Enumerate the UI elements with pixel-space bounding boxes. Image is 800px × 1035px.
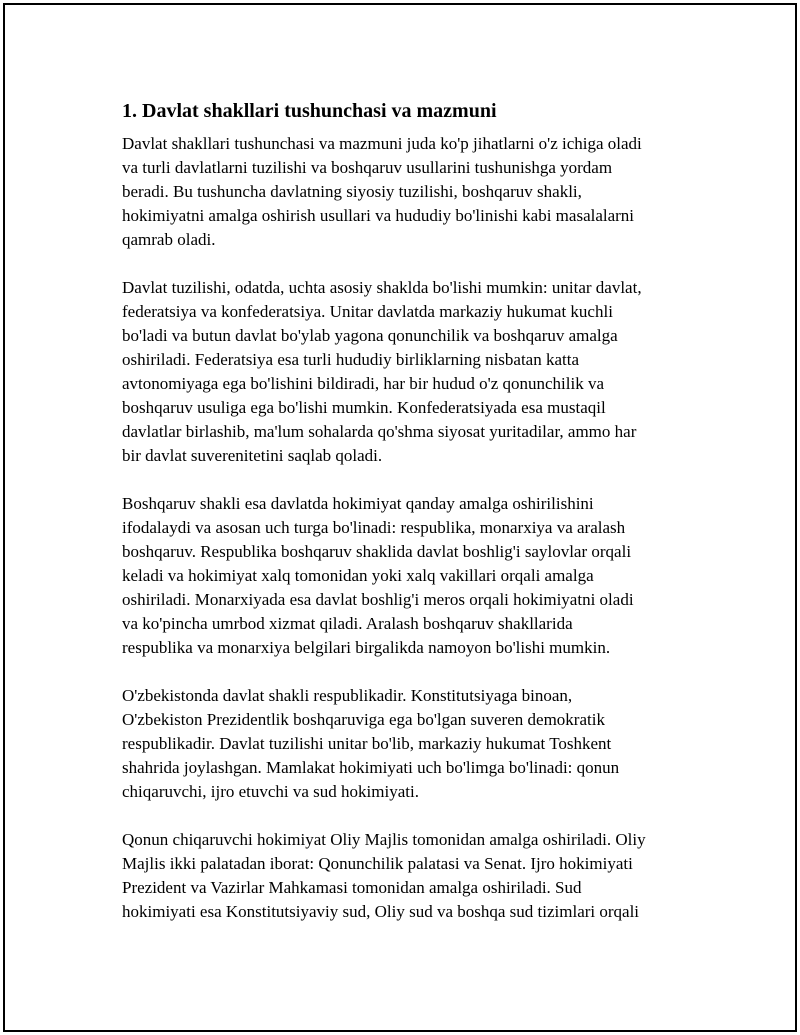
- text-line: va ko'pincha umrbod xizmat qiladi. Aralash boshqaruv shakllarida: [122, 614, 573, 633]
- paragraph-3: [122, 492, 702, 660]
- text-line: qamrab oladi.: [122, 230, 216, 249]
- text-line: keladi va hokimiyat xalq tomonidan yoki xalq vakillari orqali amalga: [122, 566, 594, 585]
- text-line: O'zbekistonda davlat shakli respublikadir. Konstitutsiyaga binoan,: [122, 686, 573, 705]
- text-line: boshqaruv usuliga ega bo'lishi mumkin. Konfederatsiyada esa mustaqil: [122, 398, 606, 417]
- text-line: bir davlat suverenitetini saqlab qoladi.: [122, 446, 383, 465]
- text-line: O'zbekiston Prezidentlik boshqaruviga ega bo'lgan suveren demokratik: [122, 710, 605, 729]
- text-line: Davlat tuzilishi, odatda, uchta asosiy shaklda bo'lishi mumkin: unitar davlat,: [122, 278, 642, 297]
- text-line: Qonun chiqaruvchi hokimiyat Oliy Majlis tomonidan amalga oshiriladi. Oliy: [122, 830, 646, 849]
- text-line: avtonomiyaga ega bo'lishini bildiradi, har bir hudud o'z qonunchilik va: [122, 374, 605, 393]
- paragraph-2: [122, 276, 702, 468]
- text-line: beradi. Bu tushuncha davlatning siyosiy tuzilishi, boshqaruv shakli,: [122, 182, 582, 201]
- page-frame: [3, 3, 797, 1032]
- text-line: Davlat shakllari tushunchasi va mazmuni juda ko'p jihatlarni o'z ichiga oladi: [122, 134, 642, 153]
- text-line: hokimiyatni amalga oshirish usullari va hududiy bo'linishi kabi masalalarni: [122, 206, 635, 225]
- text-line: Boshqaruv shakli esa davlatda hokimiyat qanday amalga oshirilishini: [122, 494, 594, 513]
- text-line: bo'ladi va butun davlat bo'ylab yagona qonunchilik va boshqaruv amalga: [122, 326, 618, 345]
- text-line: respublika va monarxiya belgilari birgalikda namoyon bo'lishi mumkin.: [122, 638, 611, 657]
- paragraph-5: [122, 828, 702, 924]
- text-line: ifodalaydi va asosan uch turga bo'linadi: respublika, monarxiya va aralash: [122, 518, 626, 537]
- text-line: Majlis ikki palatadan iborat: Qonunchilik palatasi va Senat. Ijro hokimiyati: [122, 854, 633, 873]
- text-line: davlatlar birlashib, ma'lum sohalarda qo'shma siyosat yuritadilar, ammo har: [122, 422, 637, 441]
- text-line: va turli davlatlarni tuzilishi va boshqaruv usullarini tushunishga yordam: [122, 158, 613, 177]
- text-line: oshiriladi. Federatsiya esa turli hududiy birliklarning nisbatan katta: [122, 350, 580, 369]
- document-body: [122, 98, 702, 948]
- text-line: respublikadir. Davlat tuzilishi unitar bo'lib, markaziy hukumat Toshkent: [122, 734, 612, 753]
- text-line: boshqaruv. Respublika boshqaruv shaklida davlat boshlig'i saylovlar orqali: [122, 542, 632, 561]
- text-line: chiqaruvchi, ijro etuvchi va sud hokimiyati.: [122, 782, 419, 801]
- paragraph-1: [122, 132, 702, 252]
- paragraph-4: [122, 684, 702, 804]
- text-line: Prezident va Vazirlar Mahkamasi tomonidan amalga oshiriladi. Sud: [122, 878, 582, 897]
- text-line: hokimiyati esa Konstitutsiyaviy sud, Oliy sud va boshqa sud tizimlari orqali: [122, 902, 640, 921]
- text-line: federatsiya va konfederatsiya. Unitar davlatda markaziy hukumat kuchli: [122, 302, 613, 321]
- section-heading: 1. Davlat shakllari tushunchasi va mazmuni: [122, 100, 497, 122]
- text-line: oshiriladi. Monarxiyada esa davlat boshlig'i meros orqali hokimiyatni oladi: [122, 590, 634, 609]
- text-line: shahrida joylashgan. Mamlakat hokimiyati uch bo'limga bo'linadi: qonun: [122, 758, 620, 777]
